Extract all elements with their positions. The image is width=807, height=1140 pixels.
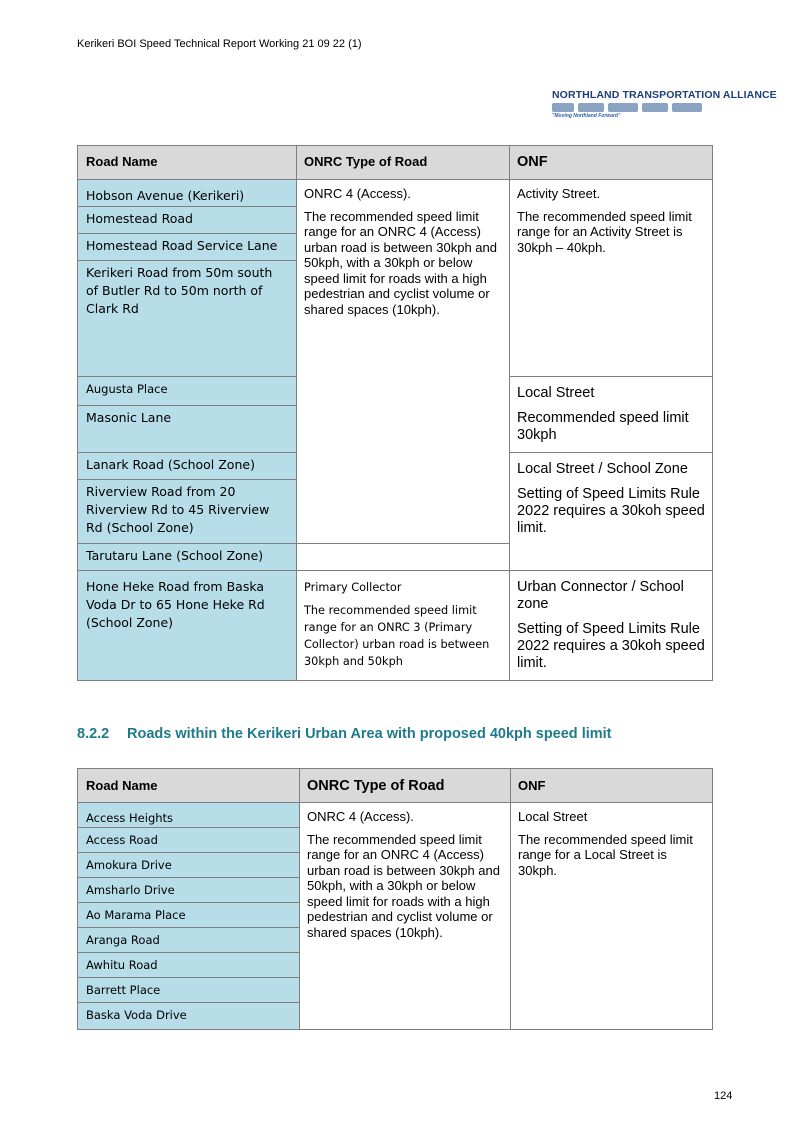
road-name-cell: Amokura Drive bbox=[78, 853, 300, 878]
onf-title: Urban Connector / School zone bbox=[517, 579, 684, 612]
onrc-access-cell bbox=[297, 180, 510, 544]
table-row bbox=[78, 803, 713, 828]
road-name-cell: Access Road bbox=[78, 828, 300, 853]
onf-title: Local Street bbox=[518, 809, 588, 824]
table1-header-road-name: Road Name bbox=[78, 146, 297, 180]
road-name-cell: Tarutaru Lane (School Zone) bbox=[78, 544, 297, 571]
table-row bbox=[78, 180, 713, 207]
section-heading bbox=[77, 726, 612, 742]
road-name-cell: Homestead Road bbox=[78, 207, 297, 234]
partner-logo-1 bbox=[552, 103, 574, 112]
logo-title bbox=[552, 89, 777, 101]
table2-header-onf: ONF bbox=[511, 769, 713, 803]
table2-header-onrc: ONRC Type of Road bbox=[300, 769, 511, 803]
table2-header-row bbox=[78, 769, 713, 803]
table1-header-row bbox=[78, 146, 713, 180]
table-row bbox=[78, 571, 713, 681]
road-name-cell: Riverview Road from 20 Riverview Rd to 45 Riverview Rd (School Zone) bbox=[78, 480, 297, 544]
logo-brand-main: NORTHLAND bbox=[552, 89, 620, 101]
partner-logo-4 bbox=[642, 103, 668, 112]
road-name-cell: Kerikeri Road from 50m south of Butler Rd to 50m north of Clark Rd bbox=[78, 261, 297, 377]
speed-table-2 bbox=[77, 768, 713, 1030]
road-name-cell: Awhitu Road bbox=[78, 953, 300, 978]
partner-logo-2 bbox=[578, 103, 604, 112]
table1-header-onrc: ONRC Type of Road bbox=[297, 146, 510, 180]
onf-title: Local Street bbox=[517, 385, 595, 401]
onf-body: Setting of Speed Limits Rule 2022 requires a 30koh speed limit. bbox=[517, 621, 705, 671]
onrc-title: ONRC 4 (Access). bbox=[307, 809, 414, 824]
road-name-cell: Aranga Road bbox=[78, 928, 300, 953]
onrc-title: ONRC 4 (Access). bbox=[304, 186, 411, 201]
section-title: Roads within the Kerikeri Urban Area with proposed 40kph speed limit bbox=[127, 726, 612, 742]
road-name-cell: Baska Voda Drive bbox=[78, 1003, 300, 1030]
onrc-primary-cell bbox=[297, 571, 510, 681]
logo-brand-accent: TRANSPORTATION ALLIANCE bbox=[622, 89, 777, 101]
page-number: 124 bbox=[714, 1090, 733, 1102]
road-name-cell: Ao Marama Place bbox=[78, 903, 300, 928]
road-name-cell: Amsharlo Drive bbox=[78, 878, 300, 903]
speed-table-1 bbox=[77, 145, 713, 681]
onf-body: The recommended speed limit range for a Local Street is 30kph. bbox=[518, 831, 693, 878]
section-number: 8.2.2 bbox=[77, 726, 110, 742]
onrc-access-cell bbox=[300, 803, 511, 1030]
logo-tagline: "Moving Northland Forward" bbox=[552, 113, 621, 119]
document-header-title: Kerikeri BOI Speed Technical Report Working 21 09 22 (1) bbox=[77, 38, 362, 50]
partner-logos bbox=[552, 103, 724, 112]
table1-header-onf: ONF bbox=[510, 146, 713, 180]
road-name-cell: Hobson Avenue (Kerikeri) bbox=[78, 180, 297, 207]
onf-school-cell bbox=[510, 453, 713, 571]
northland-transportation-alliance-logo bbox=[552, 89, 777, 121]
road-name-cell: Masonic Lane bbox=[78, 405, 297, 452]
road-name-cell: Lanark Road (School Zone) bbox=[78, 453, 297, 480]
road-name-cell: Hone Heke Road from Baska Voda Dr to 65 Hone Heke Rd (School Zone) bbox=[78, 571, 297, 681]
onf-urban-cell bbox=[510, 571, 713, 681]
onf-body: The recommended speed limit range for an Activity Street is 30kph – 40kph. bbox=[517, 208, 692, 255]
road-name-cell: Homestead Road Service Lane bbox=[78, 234, 297, 261]
onrc-body: The recommended speed limit range for an ONRC 4 (Access) urban road is between 30kph and 50kph, with a 30kph or below speed limit for roads with a high pedestrian and cyclist volume or shared spaces (10kph). bbox=[304, 208, 497, 317]
onf-title: Local Street / School Zone bbox=[517, 461, 688, 477]
partner-logo-3 bbox=[608, 103, 638, 112]
road-name-cell: Access Heights bbox=[78, 803, 300, 828]
onf-local-cell bbox=[510, 377, 713, 453]
onf-activity-cell bbox=[510, 180, 713, 377]
onrc-body: The recommended speed limit range for an ONRC 4 (Access) urban road is between 30kph and 50kph, with a 30kph or below speed limit for roads with a high pedestrian and cyclist volume or shared spaces (10kph). bbox=[307, 831, 500, 940]
road-name-cell: Barrett Place bbox=[78, 978, 300, 1003]
onf-body: Recommended speed limit 30kph bbox=[517, 410, 689, 443]
table2-header-road-name: Road Name bbox=[78, 769, 300, 803]
road-name-cell: Augusta Place bbox=[78, 377, 297, 406]
onrc-body: The recommended speed limit range for an ONRC 3 (Primary Collector) urban road is between 30kph and 50kph bbox=[304, 604, 490, 668]
onf-body: Setting of Speed Limits Rule 2022 requires a 30koh speed limit. bbox=[517, 486, 705, 536]
partner-logo-5 bbox=[672, 103, 702, 112]
onf-title: Activity Street. bbox=[517, 186, 601, 201]
onrc-title: Primary Collector bbox=[304, 581, 402, 594]
onf-local-cell bbox=[511, 803, 713, 1030]
